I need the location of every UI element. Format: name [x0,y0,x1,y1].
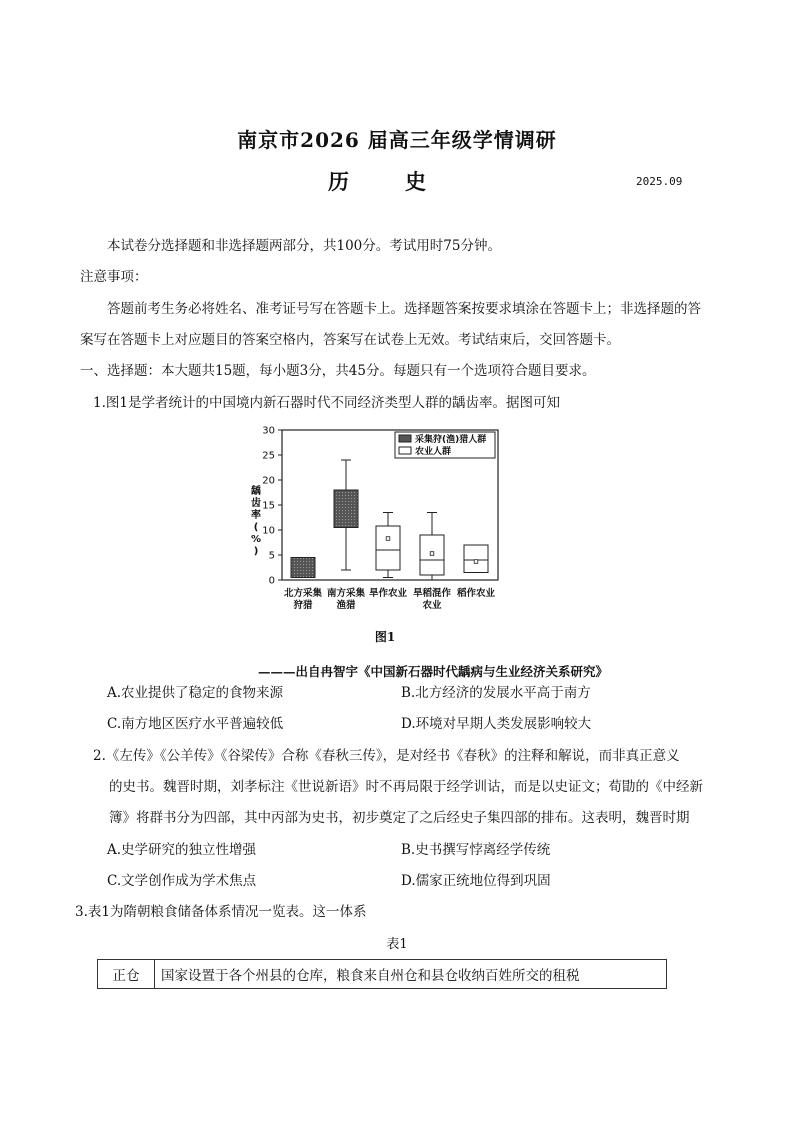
q3-stem: 3.表1为隋朝粮食储备体系情况一览表。这一体系 [75,904,367,920]
box-mean-marker [474,560,478,564]
table-cell-desc: 国家设置于各个州县的仓库，粮食来自州仓和县仓收纳百姓所交的租税 [155,960,667,989]
y-axis-label-char: ( [253,522,259,533]
x-category-label: 狩猎 [293,600,313,611]
table-caption: 表1 [386,937,408,952]
section-one-heading: 一、选择题：本大题共15题，每小题3分，共45分。每题只有一个选项符合题目要求。 [80,363,596,379]
q2-option-a: A.史学研究的独立性增强 [107,842,257,858]
q2-line-1: 2.《左传》《公羊传》《谷梁传》合称《春秋三传》，是对经书《春秋》的注释和解说，而非真正意义 [93,748,680,764]
notice-line-1: 答题前考生务必将姓名、准考证号写在答题卡上。选择题答案按要求填涂在答题卡上；非选择题的答 [107,301,701,317]
y-tick-label: 5 [268,550,275,562]
subject-title: 历史 [328,169,482,194]
legend-label: 农业人群 [415,447,452,457]
q1-option-a: A.农业提供了稳定的食物来源 [107,685,284,701]
q2-option-b: B.史书撰写悖离经学传统 [401,842,551,858]
y-tick-label: 30 [262,425,275,437]
x-category-label: 旱稻混作 [412,588,452,599]
q1-stem: 1.图1是学者统计的中国境内新石器时代不同经济类型人群的龋齿率。据图可知 [93,395,560,411]
box-3 [376,526,400,570]
y-axis-label-char: ) [253,546,259,557]
q2-option-c: C.文学创作成为学术焦点 [107,873,257,889]
box-5 [464,545,488,573]
q2-option-d: D.儒家正统地位得到巩固 [401,873,551,889]
exam-date: 2025.09 [636,175,683,188]
q2-line-2: 的史书。魏晋时期，刘孝标注《世说新语》时不再局限于经学训诂，而是以史证文；荀勖的《中经新 [109,779,703,795]
figure-caption: 图1 [374,630,396,644]
q1-option-b: B.北方经济的发展水平高于南方 [401,685,591,701]
y-tick-label: 20 [262,475,275,487]
x-category-label: 南方采集 [326,588,366,599]
x-category-label: 旱作农业 [368,588,408,599]
q1-option-c: C.南方地区医疗水平普遍较低 [107,716,284,732]
x-category-label: 稻作农业 [456,588,496,599]
q1-box-plot [240,420,510,620]
legend-swatch-hunter [399,435,411,442]
box-mean-marker [430,552,434,556]
y-axis-label-char: 齿 [251,498,261,509]
figure-source: ———出自冉智宇《中国新石器时代龋病与生业经济关系研究》 [258,664,609,679]
table-row [98,960,667,989]
table-cell-name: 正仓 [98,960,155,989]
x-category-label: 北方采集 [283,588,323,599]
q2-line-3: 簿》将群书分为四部，其中丙部为史书，初步奠定了之后经史子集四部的排布。这表明，魏晋时期 [109,810,690,826]
x-category-label: 农业 [422,600,442,611]
y-axis-label-char: 龋 [251,486,261,497]
box-mean-marker [386,537,390,541]
y-tick-label: 10 [262,525,275,537]
legend-swatch-farmer [399,447,411,454]
notice-line-2: 案写在答题卡上对应题目的答案空格内，答案写在试卷上无效。考试结束后，交回答题卡。 [80,332,620,348]
grain-storage-table [97,959,667,989]
y-axis-label-char: % [250,534,262,545]
page-title: 南京市2026 届高三年级学情调研 [237,128,557,152]
y-tick-label: 0 [268,575,275,587]
box-1 [291,558,315,578]
notice-heading: 注意事项： [80,269,148,285]
y-tick-label: 25 [262,450,275,462]
y-tick-label: 15 [262,500,275,512]
q1-option-d: D.环境对早期人类发展影响较大 [401,716,592,732]
legend-label: 采集狩(渔)猎人群 [415,435,487,445]
box-2 [334,490,358,528]
y-axis-label-char: 率 [251,510,261,521]
x-category-label: 渔猎 [336,600,356,611]
exam-description: 本试卷分选择题和非选择题两部分，共100分。考试用时75分钟。 [107,238,501,254]
